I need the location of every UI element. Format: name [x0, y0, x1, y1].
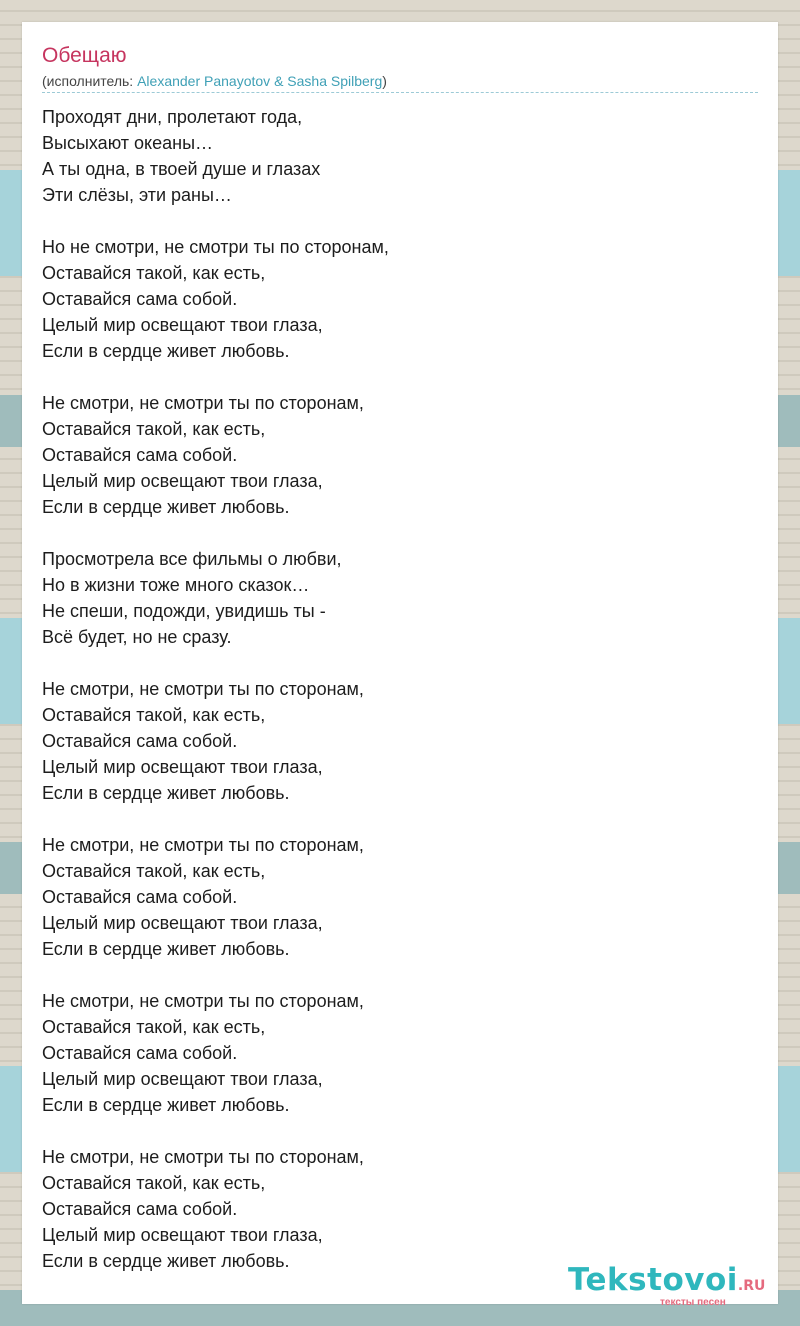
lyrics-line: Просмотрела все фильмы о любви, — [42, 549, 342, 569]
lyrics-line: Оставайся такой, как есть, — [42, 263, 266, 283]
lyrics-line: Не смотри, не смотри ты по сторонам, — [42, 679, 364, 699]
lyrics-line: Высыхают океаны… — [42, 133, 214, 153]
logo-tld: .RU — [737, 1278, 766, 1294]
lyrics-line: А ты одна, в твоей душе и глазах — [42, 159, 321, 179]
lyrics-line: Оставайся такой, как есть, — [42, 861, 266, 881]
logo-name: Tekstovoi — [568, 1262, 738, 1298]
lyrics-line: Не смотри, не смотри ты по сторонам, — [42, 991, 364, 1011]
lyrics-stanza — [42, 390, 758, 520]
lyrics-line: Оставайся такой, как есть, — [42, 705, 266, 725]
lyrics-line: Если в сердце живет любовь. — [42, 341, 290, 361]
lyrics-stanza — [42, 988, 758, 1118]
lyrics-line: Оставайся такой, как есть, — [42, 1173, 266, 1193]
lyrics-line: Если в сердце живет любовь. — [42, 497, 290, 517]
performer-link[interactable]: Alexander Panayotov & Sasha Spilberg — [137, 73, 383, 89]
performer-prefix: (исполнитель: — [42, 73, 138, 89]
performer-line — [42, 73, 387, 89]
lyrics-line: Проходят дни, пролетают года, — [42, 107, 303, 127]
lyrics-line: Не смотри, не смотри ты по сторонам, — [42, 1147, 364, 1167]
logo-tagline: тексты песен — [660, 1297, 726, 1308]
divider — [42, 92, 758, 93]
lyrics-line: Если в сердце живет любовь. — [42, 783, 290, 803]
lyrics-line: Не смотри, не смотри ты по сторонам, — [42, 835, 364, 855]
lyrics-stanza — [42, 676, 758, 806]
lyrics-line: Но не смотри, не смотри ты по сторонам, — [42, 237, 389, 257]
lyrics-line: Не спеши, подожди, увидишь ты - — [42, 601, 326, 621]
lyrics-stanza — [42, 234, 758, 364]
lyrics-line: Оставайся сама собой. — [42, 731, 238, 751]
lyrics-line: Целый мир освещают твои глаза, — [42, 315, 323, 335]
lyrics-line: Если в сердце живет любовь. — [42, 939, 290, 959]
lyrics-line: Эти слёзы, эти раны… — [42, 185, 232, 205]
lyrics-line: Не смотри, не смотри ты по сторонам, — [42, 393, 364, 413]
lyrics-line: Оставайся сама собой. — [42, 1199, 238, 1219]
lyrics-line: Целый мир освещают твои глаза, — [42, 1225, 323, 1245]
lyrics-line: Оставайся такой, как есть, — [42, 419, 266, 439]
lyrics-line: Целый мир освещают твои глаза, — [42, 757, 323, 777]
lyrics-card — [22, 22, 778, 1308]
lyrics-stanza — [42, 104, 758, 208]
lyrics-line: Если в сердце живет любовь. — [42, 1095, 290, 1115]
lyrics-line: Оставайся сама собой. — [42, 445, 238, 465]
lyrics-line: Оставайся сама собой. — [42, 289, 238, 309]
song-title: Обещаю — [42, 44, 127, 67]
lyrics-line: Целый мир освещают твои глаза, — [42, 471, 323, 491]
lyrics-line: Оставайся такой, как есть, — [42, 1017, 266, 1037]
lyrics-line: Если в сердце живет любовь. — [42, 1251, 290, 1271]
lyrics-line: Оставайся сама собой. — [42, 887, 238, 907]
lyrics-stanza — [42, 832, 758, 962]
lyrics-line: Но в жизни тоже много сказок… — [42, 575, 310, 595]
lyrics-stanza — [42, 1144, 758, 1274]
lyrics-line: Целый мир освещают твои глаза, — [42, 913, 323, 933]
lyrics-body — [42, 104, 758, 1300]
lyrics-stanza — [42, 546, 758, 650]
site-logo[interactable] — [568, 1262, 766, 1308]
lyrics-line: Всё будет, но не сразу. — [42, 627, 232, 647]
lyrics-line: Целый мир освещают твои глаза, — [42, 1069, 323, 1089]
lyrics-line: Оставайся сама собой. — [42, 1043, 238, 1063]
performer-suffix: ) — [382, 73, 387, 89]
